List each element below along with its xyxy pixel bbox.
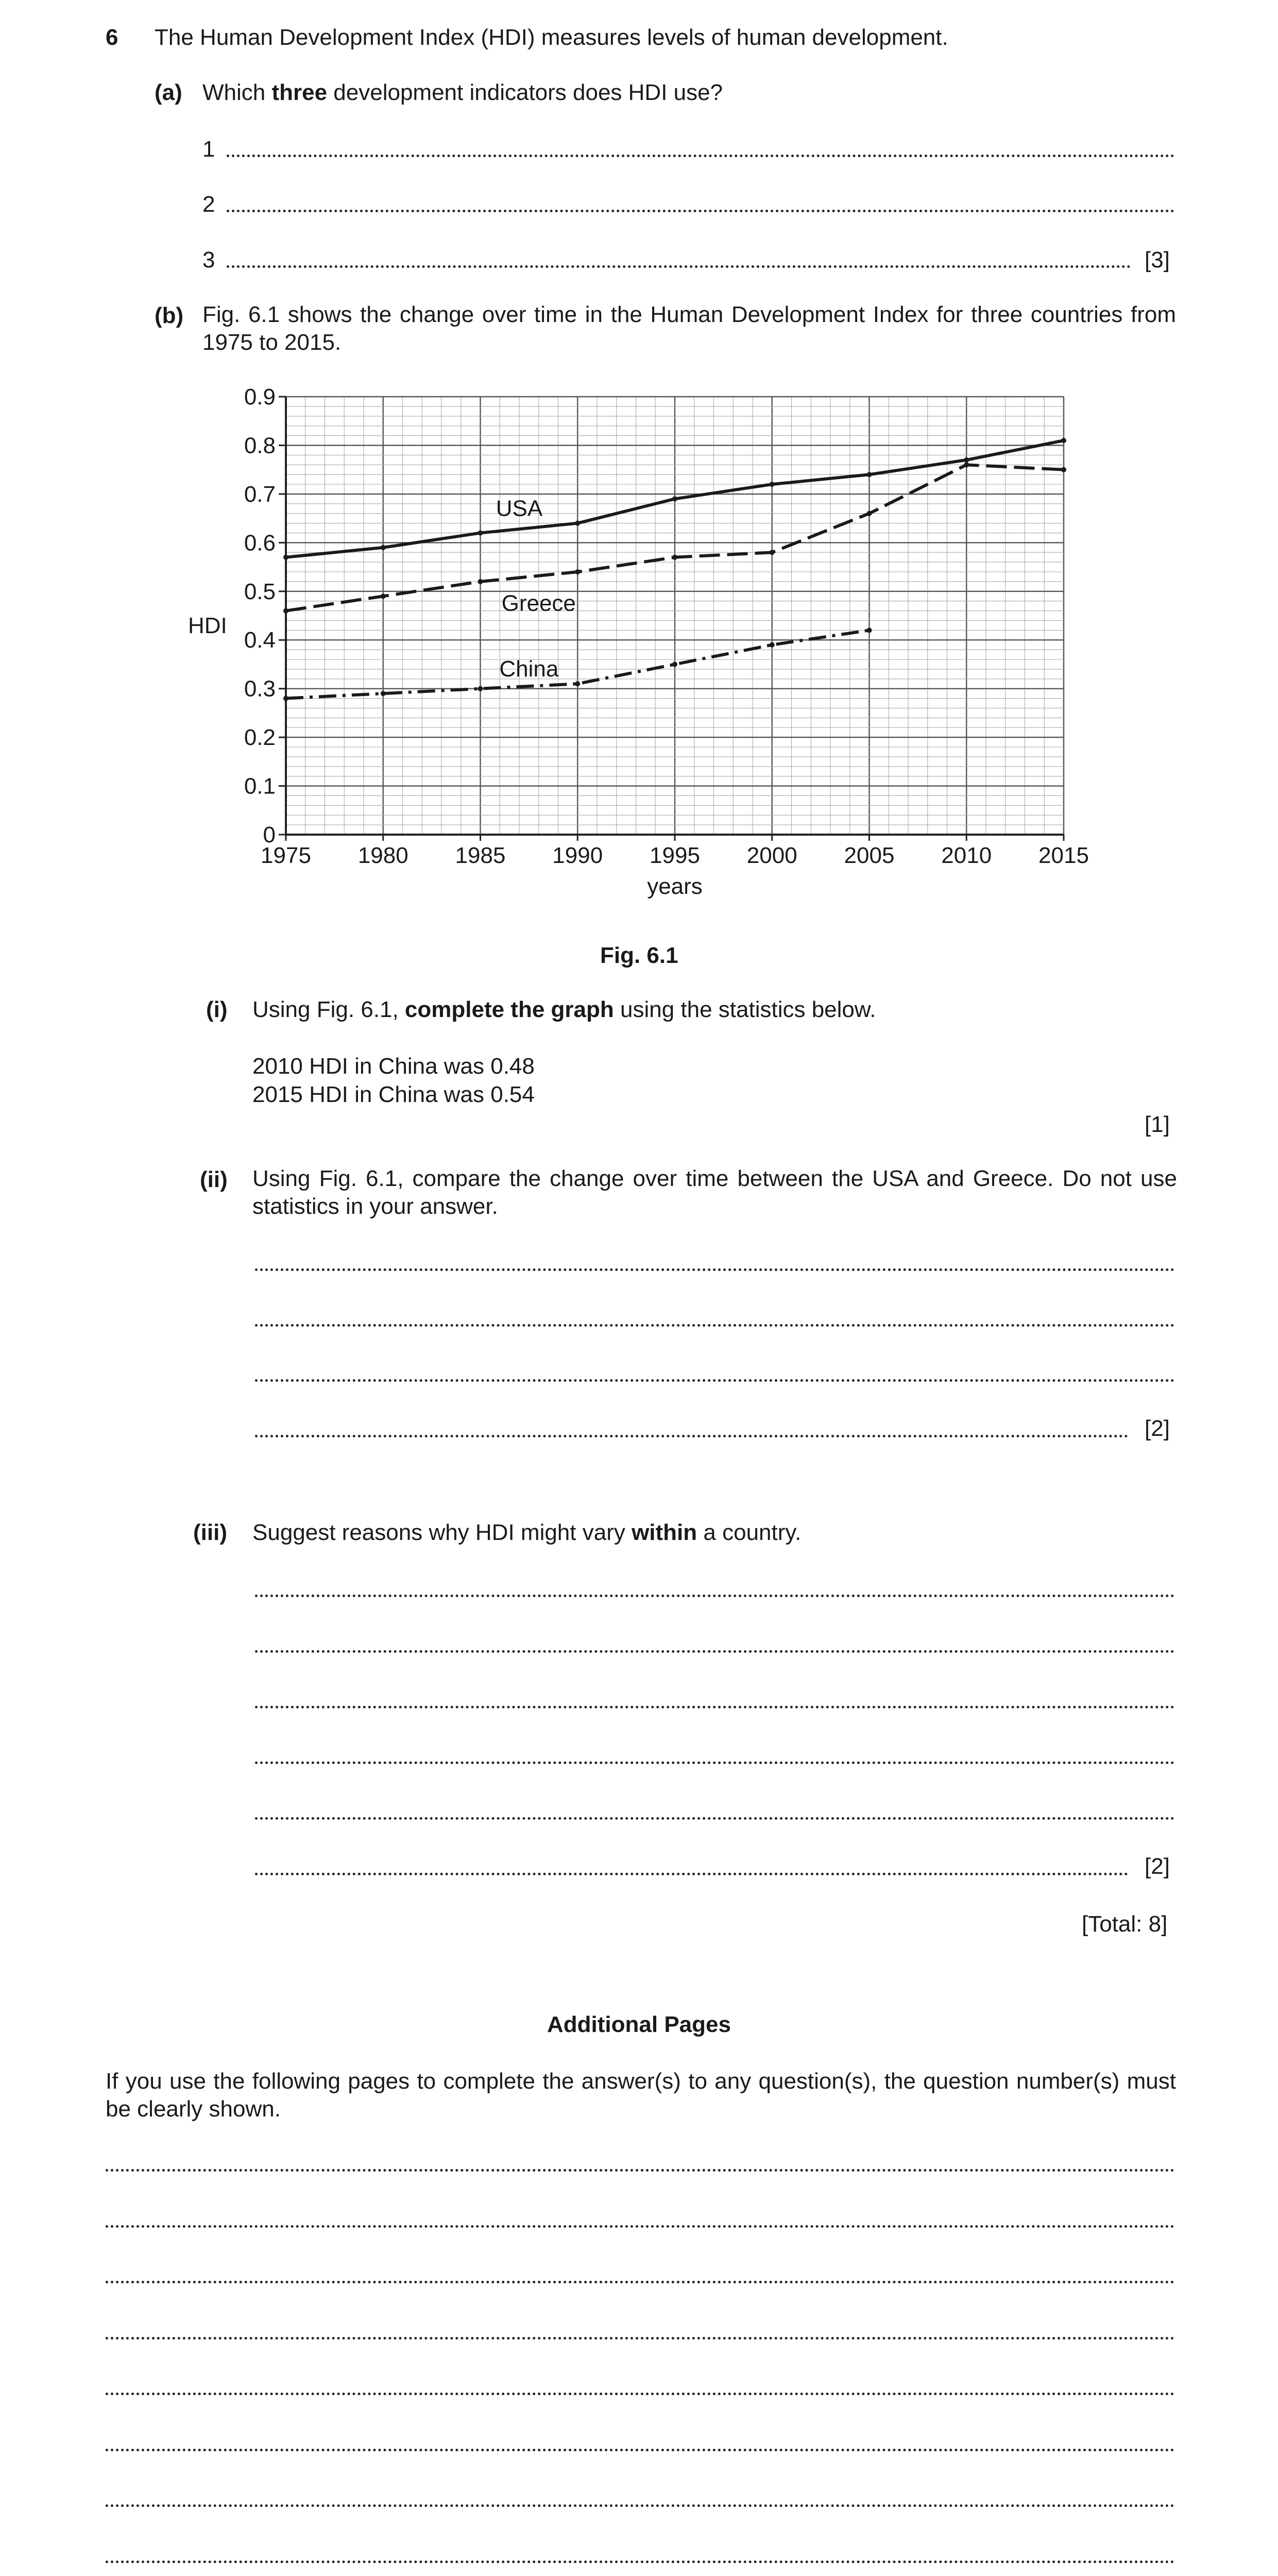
data-point-usa [478, 530, 483, 535]
part-b-i-marks: [1] [1145, 1112, 1170, 1137]
part-b-iii-suffix: a country. [697, 1520, 802, 1545]
y-tick-label: 0.8 [244, 433, 276, 459]
part-b-iii-bold: within [632, 1520, 697, 1545]
figure-caption: Fig. 6.1 [600, 943, 678, 968]
part-b-i-suffix: using the statistics below. [614, 997, 876, 1022]
y-axis-label: HDI [188, 613, 227, 638]
y-tick-label: 0.7 [244, 481, 276, 507]
data-point-china [672, 662, 677, 667]
data-point-greece [478, 579, 483, 584]
total-marks: [Total: 8] [1082, 1911, 1168, 1937]
answer-line-biii-4[interactable] [255, 1761, 1174, 1764]
answer-line-number-2: 2 [202, 192, 215, 217]
part-a-marks: [3] [1145, 247, 1170, 273]
part-a-label: (a) [155, 80, 182, 105]
data-point-greece [964, 462, 969, 467]
data-point-china [478, 686, 483, 691]
part-b-i-prefix: Using Fig. 6.1, [252, 997, 405, 1022]
additional-answer-line[interactable] [106, 2449, 1174, 2451]
answer-line-biii-1[interactable] [255, 1595, 1174, 1597]
part-b-iii-question [252, 1520, 801, 1546]
data-point-usa [381, 545, 386, 550]
data-point-usa [964, 457, 969, 463]
part-b-i-bold: complete the graph [404, 997, 614, 1022]
y-tick-label: 0.3 [244, 676, 276, 702]
data-point-china [381, 691, 386, 696]
additional-answer-line[interactable] [106, 2393, 1174, 2395]
x-tick-label: 1995 [650, 843, 700, 868]
part-b-ii-marks: [2] [1145, 1416, 1170, 1441]
part-a-prefix: Which [202, 80, 272, 105]
answer-line-number-1: 1 [202, 137, 215, 162]
answer-line-biii-5[interactable] [255, 1817, 1174, 1820]
part-b-ii-text: Using Fig. 6.1, compare the change over time between the USA and Greece. Do not use statistics in your answer. [252, 1166, 1177, 1219]
additional-pages-instructions: If you use the following pages to complete the answer(s) to any question(s), the question number(s) must be clearly shown. [106, 2069, 1176, 2122]
data-point-greece [1061, 467, 1066, 472]
data-point-greece [672, 555, 677, 560]
y-tick-label: 0.6 [244, 530, 276, 556]
y-tick-label: 0.9 [244, 384, 276, 410]
question-number: 6 [106, 25, 118, 50]
y-tick-label: 0 [263, 822, 276, 848]
answer-line-biii-3[interactable] [255, 1706, 1174, 1708]
additional-answer-line[interactable] [106, 2225, 1174, 2228]
series-label-usa: USA [496, 496, 543, 521]
part-b-iii-label: (iii) [193, 1520, 227, 1545]
data-point-greece [575, 569, 580, 574]
part-b-i-label: (i) [206, 997, 228, 1022]
data-point-greece [770, 550, 775, 555]
part-a-bold: three [271, 80, 328, 105]
part-b-iii-prefix: Suggest reasons why HDI might vary [252, 1520, 632, 1545]
additional-answer-line[interactable] [106, 2337, 1174, 2340]
part-b-label: (b) [155, 303, 184, 328]
data-point-china [575, 681, 580, 686]
china-stat-2010: 2010 HDI in China was 0.48 [252, 1054, 535, 1079]
part-b-i-question [252, 997, 876, 1023]
y-tick-label: 0.5 [244, 579, 276, 604]
answer-line-bii-1[interactable] [255, 1268, 1174, 1271]
answer-line-number-3: 3 [202, 247, 215, 273]
part-b-iii-marks: [2] [1145, 1854, 1170, 1879]
part-b-text: Fig. 6.1 shows the change over time in the Human Development Index for three countries from 1975 to 2015. [202, 302, 1176, 355]
additional-pages-title: Additional Pages [547, 2012, 731, 2037]
x-tick-label: 1975 [261, 843, 311, 868]
data-point-china [283, 696, 288, 701]
y-tick-label: 0.1 [244, 773, 276, 799]
x-tick-label: 1990 [552, 843, 603, 868]
x-tick-label: 2010 [941, 843, 992, 868]
answer-line-biii-6[interactable] [255, 1873, 1128, 1875]
series-label-china: China [499, 656, 559, 682]
series-label-greece: Greece [501, 590, 576, 616]
x-tick-label: 2000 [746, 843, 797, 868]
hdi-line-chart [170, 381, 1097, 917]
answer-line-bii-3[interactable] [255, 1379, 1174, 1382]
y-tick-label: 0.2 [244, 725, 276, 751]
answer-line-a1[interactable] [227, 155, 1174, 157]
additional-answer-line[interactable] [106, 2281, 1174, 2283]
question-stem: The Human Development Index (HDI) measures levels of human development. [155, 25, 948, 50]
data-point-usa [770, 482, 775, 487]
answer-line-bii-2[interactable] [255, 1324, 1174, 1327]
x-tick-label: 1985 [455, 843, 506, 868]
data-point-usa [1061, 438, 1066, 443]
data-point-usa [283, 555, 288, 560]
answer-line-a3[interactable] [227, 265, 1131, 268]
china-stat-2015: 2015 HDI in China was 0.54 [252, 1082, 535, 1107]
y-tick-label: 0.4 [244, 628, 276, 653]
x-tick-label: 2005 [844, 843, 895, 868]
data-point-china [867, 628, 872, 633]
answer-line-a2[interactable] [227, 210, 1174, 212]
data-point-usa [575, 521, 580, 526]
part-a-suffix: development indicators does HDI use? [327, 80, 723, 105]
answer-line-bii-4[interactable] [255, 1435, 1128, 1437]
x-tick-label: 2015 [1038, 843, 1089, 868]
data-point-china [770, 642, 775, 648]
data-point-greece [283, 608, 288, 614]
data-point-usa [867, 472, 872, 477]
additional-answer-line[interactable] [106, 2561, 1174, 2563]
data-point-usa [672, 496, 677, 501]
additional-answer-line[interactable] [106, 2169, 1174, 2172]
part-a-question [202, 80, 723, 106]
additional-answer-line[interactable] [106, 2504, 1174, 2507]
answer-line-biii-2[interactable] [255, 1650, 1174, 1653]
data-point-greece [381, 594, 386, 599]
x-tick-label: 1980 [357, 843, 408, 868]
x-axis-label: years [647, 874, 703, 899]
data-point-greece [867, 511, 872, 516]
part-b-ii-label: (ii) [200, 1167, 228, 1192]
